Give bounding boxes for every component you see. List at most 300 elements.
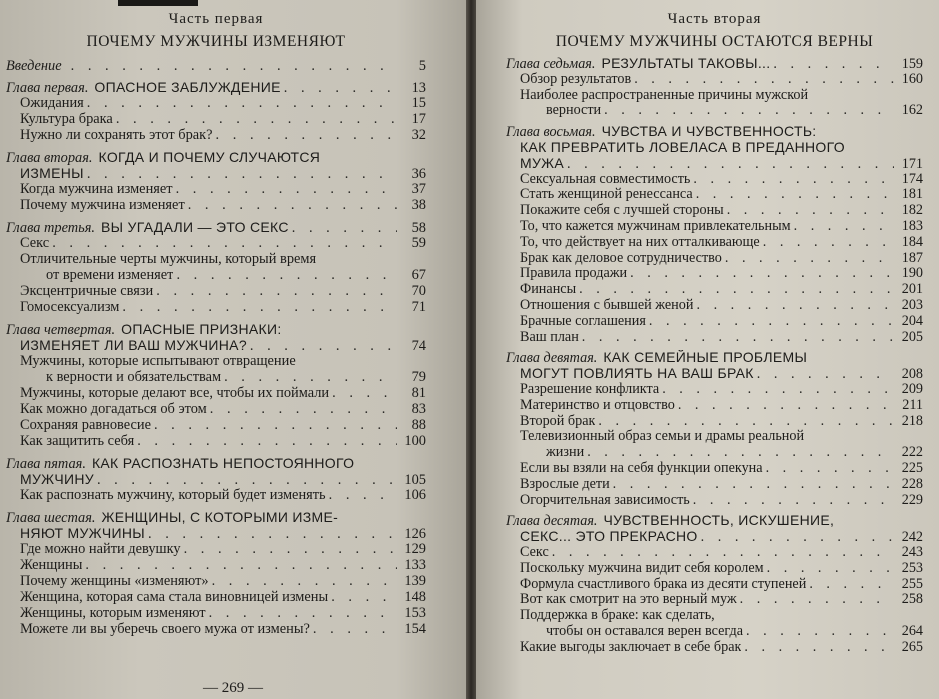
- toc-line: [520, 398, 923, 414]
- toc-chapter: [6, 149, 426, 181]
- page-ref: 228: [901, 475, 923, 492]
- entry-title: Правила продажи: [520, 266, 628, 282]
- toc-section: [506, 493, 923, 509]
- dot-leader: [744, 640, 894, 656]
- toc-chapter: [6, 321, 426, 353]
- entry-text: [20, 557, 82, 573]
- page-ref: 154: [404, 621, 426, 637]
- entry-text: [20, 525, 145, 542]
- dot-leader: [212, 573, 397, 589]
- entry-title: ИЗМЕНЫ: [20, 165, 84, 181]
- chapter-label: Глава первая.: [6, 80, 89, 96]
- dot-leader: [216, 127, 397, 143]
- entry-title: Женщины, которым изменяют: [20, 605, 206, 621]
- entry-title: Вот как смотрит на это верный муж: [520, 592, 737, 608]
- toc-line: [520, 251, 923, 267]
- toc-section: [506, 219, 923, 235]
- toc-section: [506, 251, 923, 267]
- dot-leader: [662, 382, 894, 398]
- entry-title: Ваш план: [520, 329, 579, 345]
- page-ref: 133: [404, 557, 426, 573]
- dot-leader: [184, 541, 397, 557]
- toc-chapter: [6, 79, 426, 95]
- page-ref: 83: [411, 401, 426, 417]
- entry-text: [520, 172, 690, 188]
- entry-text: [520, 72, 631, 88]
- page-ref: 162: [901, 102, 923, 119]
- entry-title: Женщины: [20, 557, 83, 573]
- entry-title: Финансы: [520, 282, 577, 298]
- toc-line: [6, 471, 426, 487]
- entry-text: [520, 545, 549, 561]
- entry-text: [520, 266, 627, 282]
- part-heading: Часть первая: [168, 11, 264, 27]
- toc-line: [6, 455, 426, 471]
- toc-line: [20, 299, 426, 315]
- page-ref: 159: [901, 56, 923, 72]
- entry-title: Когда мужчина изменяет: [20, 181, 173, 197]
- entry-text: [20, 197, 185, 213]
- toc-section: [506, 72, 923, 88]
- dot-leader: [250, 338, 397, 354]
- toc-line: [520, 88, 923, 104]
- entry-title: Какие выгоды заключает в себе брак: [520, 639, 742, 655]
- page-ref: 37: [411, 181, 426, 197]
- toc-line: [520, 445, 923, 461]
- part-title: ПОЧЕМУ МУЖЧИНЫ ИЗМЕНЯЮТ: [86, 33, 346, 50]
- entry-text: [20, 417, 151, 433]
- entry-title: Сохраняя равновесие: [20, 417, 151, 433]
- entry-title: Покажите себя с лучшей стороны: [520, 203, 724, 219]
- toc-line: [506, 513, 923, 529]
- toc-line: [520, 187, 923, 203]
- toc-line: [520, 429, 923, 445]
- toc-line: [520, 172, 923, 188]
- dot-leader: [154, 417, 397, 433]
- entry-title: Эксцентричные связи: [20, 283, 154, 299]
- page-ref: 13: [411, 80, 426, 96]
- entry-title: жизни: [546, 445, 585, 461]
- entry-title: Культура брака: [20, 111, 113, 127]
- dot-leader: [85, 557, 397, 573]
- dot-leader: [137, 433, 397, 449]
- entry-title: ИЗМЕНЯЕТ ЛИ ВАШ МУЖЧИНА?: [20, 337, 247, 353]
- toc-section: [506, 561, 923, 577]
- toc-section: [6, 283, 426, 299]
- dot-leader: [209, 605, 397, 621]
- entry-text: [20, 111, 113, 127]
- dot-leader: [757, 367, 894, 383]
- entry-title: МОГУТ ПОВЛИЯТЬ НА ВАШ БРАК: [520, 366, 754, 382]
- toc-line: [20, 181, 426, 197]
- toc-line: [6, 57, 426, 73]
- chapter-label: Введение: [6, 58, 62, 74]
- page-ref: 203: [901, 296, 923, 313]
- entry-title: Огорчительная зависимость: [520, 492, 690, 508]
- toc-chapter: [506, 350, 923, 382]
- toc-line: [20, 369, 426, 385]
- entry-title: ОПАСНОЕ ЗАБЛУЖДЕНИЕ: [94, 79, 281, 95]
- page-ref: 106: [404, 487, 426, 503]
- toc-section: [6, 353, 426, 385]
- chapter-label: Глава десятая.: [506, 513, 598, 530]
- toc-section: [506, 266, 923, 282]
- entry-text: [20, 299, 119, 315]
- page-ref: 264: [901, 622, 923, 639]
- page-ref: 74: [411, 338, 426, 354]
- toc-line: [20, 589, 426, 605]
- chapter-label: Глава шестая.: [6, 510, 96, 526]
- entry-text: [20, 433, 134, 449]
- entry-title: Женщина, которая сама стала виновницей измены: [20, 589, 329, 605]
- page-ref: 139: [404, 573, 426, 589]
- entry-title: Где можно найти девушку: [20, 541, 181, 557]
- dot-leader: [579, 282, 894, 298]
- toc-section: [6, 557, 426, 573]
- dot-leader: [156, 283, 397, 299]
- page-ref: 222: [901, 444, 923, 461]
- entry-title: Телевизионный образ семьи и драмы реальной: [520, 429, 805, 445]
- page-ref: 253: [901, 559, 923, 576]
- entry-text: [520, 592, 737, 608]
- entry-title: Гомосексуализм: [20, 299, 120, 315]
- page-ref: 126: [404, 526, 426, 542]
- toc-line: [520, 103, 923, 119]
- part-title: ПОЧЕМУ МУЖЧИНЫ ОСТАЮТСЯ ВЕРНЫ: [555, 33, 874, 50]
- page-ref: 218: [901, 412, 923, 429]
- toc-line: [506, 350, 923, 366]
- entry-title: Сексуальная совместимость: [520, 171, 691, 187]
- entry-text: [20, 589, 328, 605]
- entry-text: [6, 149, 320, 166]
- chapter-label: Глава пятая.: [6, 456, 86, 472]
- page-ref: 105: [404, 472, 426, 488]
- entry-title: чтобы он оставался верен всегда: [546, 623, 744, 639]
- page-ref: 38: [411, 197, 426, 213]
- entry-title: Нужно ли сохранять этот брак?: [20, 127, 213, 143]
- dot-leader: [630, 266, 894, 282]
- page-ref: 201: [901, 281, 923, 298]
- toc-section: [6, 487, 426, 503]
- toc-line: [20, 267, 426, 283]
- toc-section: [506, 298, 923, 314]
- entry-text: [506, 350, 807, 367]
- entry-text: [20, 283, 153, 299]
- entry-title: Мужчины, которые испытывают отвращение: [20, 353, 296, 369]
- entry-title: к верности и обязательствам: [46, 369, 222, 385]
- page-ref: 71: [411, 299, 426, 315]
- dot-leader: [746, 624, 894, 640]
- toc-section: [506, 608, 923, 640]
- dot-leader: [767, 561, 894, 577]
- entry-text: [520, 577, 806, 593]
- entry-text: [520, 493, 690, 509]
- entry-text: [546, 103, 601, 119]
- toc-line: [6, 337, 426, 353]
- page-ref: 205: [901, 328, 923, 345]
- toc-line: [20, 573, 426, 589]
- book-gutter: [466, 0, 476, 699]
- toc-line: [20, 385, 426, 401]
- entry-text: [20, 605, 206, 621]
- toc-line: [20, 197, 426, 213]
- entry-text: [520, 282, 576, 298]
- page-ref: 100: [404, 433, 426, 449]
- entry-text: [20, 353, 296, 369]
- entry-text: [506, 56, 770, 73]
- entry-text: [20, 487, 326, 503]
- page-ref: 242: [901, 529, 923, 546]
- dot-leader: [224, 369, 397, 385]
- entry-title: Секс: [520, 544, 549, 560]
- dot-leader: [766, 461, 894, 477]
- dot-leader: [97, 472, 397, 488]
- entry-title: ЖЕНЩИНЫ, С КОТОРЫМИ ИЗМЕ-: [101, 509, 339, 525]
- toc-line: [20, 401, 426, 417]
- toc-section: [506, 398, 923, 414]
- entry-title: Можете ли вы уберечь своего мужа от измены?: [20, 621, 310, 637]
- page-ref: 32: [411, 127, 426, 143]
- toc-section: [506, 577, 923, 593]
- dot-leader: [587, 445, 894, 461]
- toc-chapter: [6, 57, 426, 73]
- toc-line: [520, 266, 923, 282]
- entry-title: НЯЮТ МУЖЧИНЫ: [20, 525, 145, 541]
- dot-leader: [809, 577, 894, 593]
- entry-title: Как защитить себя: [20, 433, 135, 449]
- dot-leader: [773, 57, 894, 73]
- chapter-label: Глава вторая.: [6, 150, 93, 166]
- entry-title: КАК РАСПОЗНАТЬ НЕПОСТОЯННОГО: [91, 455, 355, 471]
- toc-section: [6, 573, 426, 589]
- entry-title: КАК ПРЕВРАТИТЬ ЛОВЕЛАСА В ПРЕДАННОГО: [520, 139, 845, 155]
- toc-line: [20, 433, 426, 449]
- page-ref: 243: [901, 543, 923, 560]
- toc-line: [20, 127, 426, 143]
- page-ref: 187: [901, 249, 923, 266]
- dot-leader: [794, 219, 894, 235]
- dot-leader: [52, 235, 397, 251]
- toc-section: [506, 477, 923, 493]
- toc-line: [506, 124, 923, 140]
- entry-text: [506, 513, 834, 530]
- page-ref: 79: [411, 369, 426, 385]
- entry-text: [6, 455, 354, 472]
- entry-text: [520, 608, 715, 624]
- dot-leader: [148, 526, 397, 542]
- toc-section: [6, 111, 426, 127]
- toc-section: [6, 127, 426, 143]
- chapter-label: Глава девятая.: [506, 350, 598, 367]
- toc-section: [506, 429, 923, 461]
- toc-line: [520, 561, 923, 577]
- toc-section: [6, 401, 426, 417]
- page-ref: 204: [901, 312, 923, 329]
- toc-section: [506, 640, 923, 656]
- toc-chapter: [6, 455, 426, 487]
- toc-section: [6, 433, 426, 449]
- toc-line: [20, 621, 426, 637]
- page-ref: 148: [404, 589, 426, 605]
- chapter-label: Глава четвертая.: [6, 322, 116, 338]
- entry-text: [6, 79, 281, 96]
- page-ref: 183: [901, 217, 923, 234]
- entry-text: [20, 621, 310, 637]
- toc-chapter: [6, 219, 426, 235]
- toc-section: [506, 314, 923, 330]
- toc-line: [520, 493, 923, 509]
- toc-line: [520, 330, 923, 346]
- toc-line: [520, 477, 923, 493]
- toc-section: [6, 589, 426, 605]
- dot-leader: [693, 493, 894, 509]
- entry-title: верности: [546, 103, 602, 119]
- entry-title: Брак как деловое сотрудничество: [520, 250, 722, 266]
- entry-title: КОГДА И ПОЧЕМУ СЛУЧАЮТСЯ: [98, 149, 321, 165]
- dot-leader: [725, 251, 894, 267]
- toc-line: [520, 545, 923, 561]
- chapter-label: Глава третья.: [6, 220, 96, 236]
- entry-text: [20, 541, 181, 557]
- toc-line: [506, 366, 923, 382]
- entry-text: [20, 235, 49, 251]
- entry-title: Обзор результатов: [520, 71, 632, 87]
- dot-leader: [552, 545, 894, 561]
- toc-section: [506, 330, 923, 346]
- dot-leader: [210, 401, 397, 417]
- toc-list: [6, 57, 426, 637]
- page-ref: 129: [404, 541, 426, 557]
- dot-leader: [696, 298, 894, 314]
- toc-line: [20, 111, 426, 127]
- toc-line: [20, 353, 426, 369]
- toc-section: [6, 197, 426, 213]
- toc-line: [20, 235, 426, 251]
- page-number: — 269 —: [203, 680, 263, 696]
- page-ref: 208: [901, 366, 923, 383]
- dot-leader: [696, 187, 894, 203]
- entry-text: [520, 429, 804, 445]
- entry-title: МУЖЧИНУ: [20, 471, 94, 487]
- toc-line: [520, 608, 923, 624]
- dot-leader: [331, 589, 397, 605]
- toc-line: [6, 509, 426, 525]
- entry-text: [520, 88, 808, 104]
- entry-title: Формула счастливого брака из десяти ступеней: [520, 576, 807, 592]
- entry-text: [20, 95, 84, 111]
- toc-section: [6, 385, 426, 401]
- entry-title: СЕКС... ЭТО ПРЕКРАСНО: [520, 529, 698, 545]
- toc-section: [506, 282, 923, 298]
- entry-text: [520, 235, 760, 251]
- entry-text: [520, 140, 845, 157]
- page-ref: 59: [411, 235, 426, 251]
- dot-leader: [598, 414, 894, 430]
- entry-text: [520, 330, 579, 346]
- toc-line: [6, 149, 426, 165]
- toc-section: [506, 88, 923, 120]
- entry-text: [520, 461, 763, 477]
- toc-section: [6, 251, 426, 283]
- entry-text: [520, 382, 659, 398]
- entry-title: МУЖА: [520, 155, 565, 171]
- entry-text: [6, 57, 68, 74]
- dot-leader: [763, 235, 894, 251]
- dot-leader: [329, 487, 397, 503]
- entry-text: [20, 165, 84, 182]
- entry-title: КАК СЕМЕЙНЫЕ ПРОБЛЕМЫ: [603, 350, 808, 366]
- entry-text: [520, 314, 646, 330]
- entry-text: [46, 267, 173, 283]
- entry-text: [520, 640, 741, 656]
- page-ref: 258: [901, 591, 923, 608]
- page-ref: 15: [411, 95, 426, 111]
- toc-line: [506, 156, 923, 172]
- toc-line: [6, 525, 426, 541]
- entry-text: [520, 251, 722, 267]
- toc-line: [520, 461, 923, 477]
- toc-line: [520, 235, 923, 251]
- toc-section: [506, 203, 923, 219]
- toc-line: [520, 577, 923, 593]
- toc-section: [506, 382, 923, 398]
- entry-text: [520, 366, 754, 383]
- entry-title: Почему женщины «изменяют»: [20, 573, 209, 589]
- dot-leader: [87, 166, 397, 182]
- entry-title: Почему мужчина изменяет: [20, 197, 185, 213]
- entry-title: Как можно догадаться об этом: [20, 401, 207, 417]
- toc-line: [520, 203, 923, 219]
- page-ref: 153: [404, 605, 426, 621]
- dot-leader: [693, 172, 894, 188]
- entry-title: Отличительные черты мужчины, который время: [20, 251, 317, 267]
- entry-title: Материнство и отцовство: [520, 397, 675, 413]
- toc-line: [520, 640, 923, 656]
- entry-text: [20, 401, 207, 417]
- toc-line: [20, 557, 426, 573]
- toc-section: [506, 461, 923, 477]
- toc-line: [520, 382, 923, 398]
- toc-section: [506, 414, 923, 430]
- dot-leader: [122, 299, 397, 315]
- dot-leader: [116, 111, 397, 127]
- toc-line: [520, 72, 923, 88]
- entry-text: [20, 127, 213, 143]
- entry-title: Секс: [20, 235, 50, 251]
- toc-section: [6, 621, 426, 637]
- dot-leader: [604, 103, 894, 119]
- toc-section: [506, 235, 923, 251]
- toc-line: [20, 487, 426, 503]
- entry-title: То, что кажется мужчинам привлекательным: [520, 218, 791, 234]
- dot-leader: [284, 80, 397, 96]
- dot-leader: [582, 330, 894, 346]
- entry-title: Если вы взяли на себя функции опекуна: [520, 460, 763, 476]
- toc-line: [506, 56, 923, 72]
- toc-section: [506, 545, 923, 561]
- toc-section: [506, 172, 923, 188]
- entry-title: То, что действует на них отталкивающе: [520, 234, 760, 250]
- toc-line: [20, 283, 426, 299]
- entry-title: Второй брак: [520, 413, 596, 429]
- entry-text: [6, 219, 289, 236]
- entry-text: [46, 369, 221, 385]
- dot-leader: [292, 220, 397, 236]
- toc-chapter: [506, 513, 923, 545]
- entry-title: Отношения с бывшей женой: [520, 297, 694, 313]
- entry-text: [506, 124, 817, 141]
- entry-text: [20, 573, 209, 589]
